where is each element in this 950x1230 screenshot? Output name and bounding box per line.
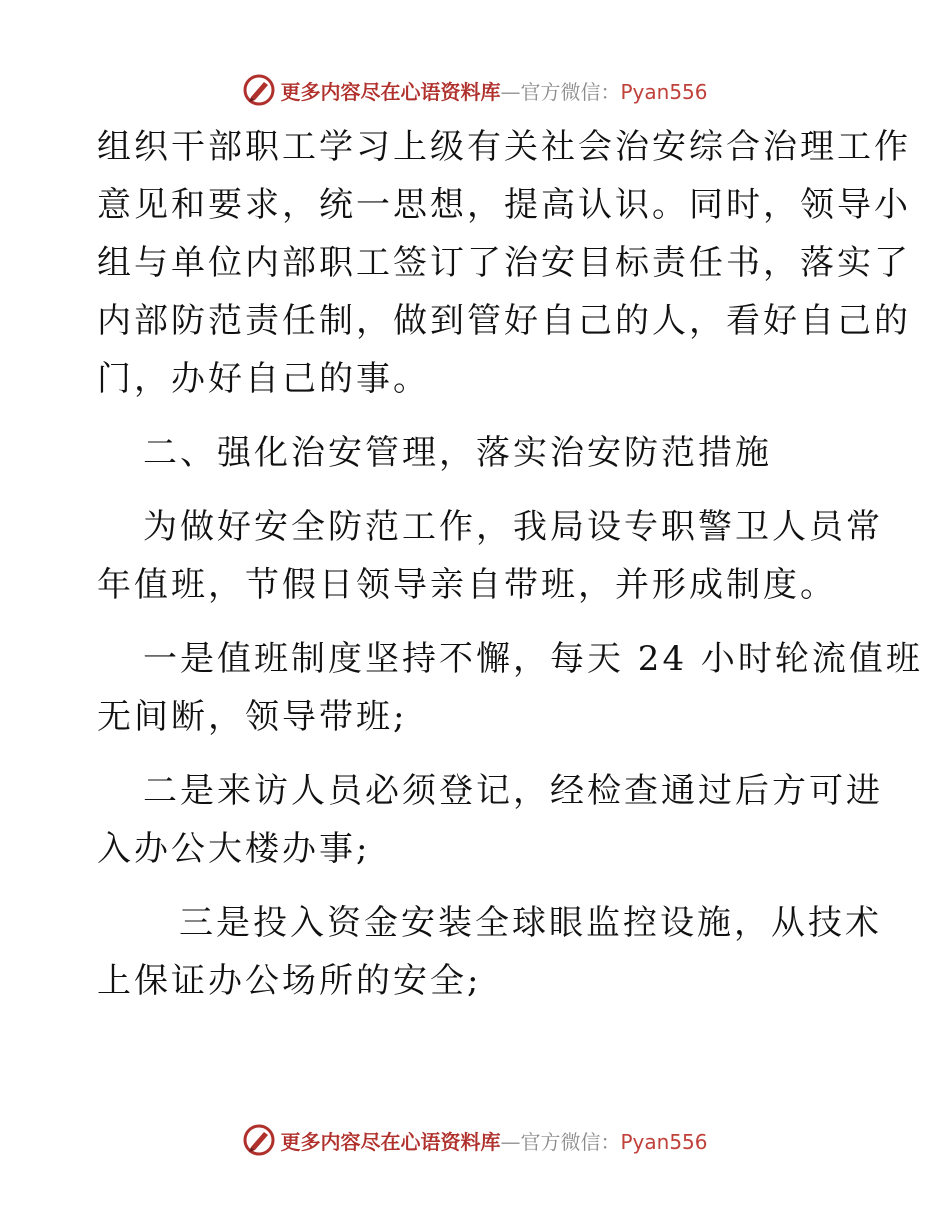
header-watermark-banner: [0, 70, 950, 110]
paragraph-intro: [97, 118, 911, 408]
heading-line: 二、强化治安管理，落实治安防范措施: [143, 433, 772, 473]
banner-text: 更多内容尽在心语资料库—官方微信：Pyan556: [280, 1129, 708, 1154]
text-line: 无间断，领导带班;: [97, 697, 408, 737]
text-line: 门，办好自己的事。: [97, 359, 430, 399]
paragraph-item-2: [97, 762, 883, 878]
text-line: 入办公大楼办事;: [97, 829, 371, 869]
text-line: 组与单位内部职工签订了治安目标责任书，落实了: [97, 243, 911, 283]
text-line: 年值班，节假日领导亲自带班，并形成制度。: [97, 565, 837, 605]
document-body: [97, 118, 923, 1010]
pen-logo-icon: [242, 1123, 276, 1157]
footer-watermark-banner: [0, 1120, 950, 1160]
text-line: 内部防范责任制，做到管好自己的人，看好自己的: [97, 301, 911, 341]
pen-logo-icon: [242, 73, 276, 107]
text-line: 组织干部职工学习上级有关社会治安综合治理工作: [97, 127, 911, 167]
text-line: 三是投入资金安装全球眼监控设施，从技术: [179, 903, 882, 943]
section-heading: [97, 424, 857, 482]
text-line: 一是值班制度坚持不懈，每天 24 小时轮流值班: [143, 639, 923, 679]
paragraph-item-3: [97, 894, 882, 1010]
text-line: 为做好安全防范工作，我局设专职警卫人员常: [143, 507, 883, 547]
text-line: 二是来访人员必须登记，经检查通过后方可进: [143, 771, 883, 811]
paragraph-item-1: [97, 630, 923, 746]
paragraph-security: [97, 498, 883, 614]
banner-text: 更多内容尽在心语资料库—官方微信：Pyan556: [280, 79, 708, 104]
text-line: 意见和要求，统一思想，提高认识。同时，领导小: [97, 185, 911, 225]
text-line: 上保证办公场所的安全;: [97, 961, 482, 1001]
